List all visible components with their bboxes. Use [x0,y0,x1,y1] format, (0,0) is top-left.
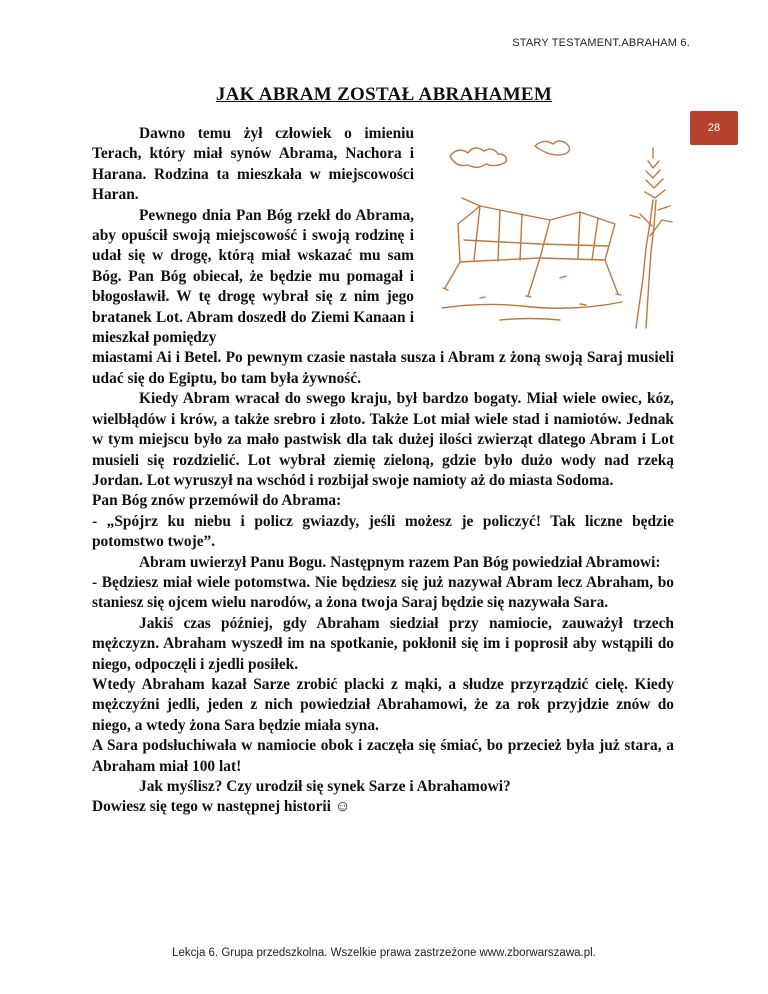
paragraph: Jak myślisz? Czy urodził się synek Sarze i Abrahamowi? [139,778,511,795]
story-text [92,124,674,818]
paragraph: miastami Ai i Betel. Po pewnym czasie nastała susza i Abram z żoną swoją Saraj musieli udać się do Egiptu, bo tam była żywność. [92,349,674,387]
paragraph-call: Pewnego dnia Pan Bóg rzekł do Abrama, aby opuścił swoją miejscowość i swoją rodzinę i udał się w drogę, którą miał wskazać mu sam Bóg. Pan Bóg obiecał, że będzie mu pomagał i błogosławił. W tę drogę wybrał się z nim jego bratanek Lot. Abram doszedł do Ziemi Kanaan i mieszkał pomiędzy [92,206,414,347]
paragraph: A Sara podsłuchiwała w namiocie obok i zaczęła się śmiać, bo przecież była już stara, a Abraham miał 100 lat! [92,737,674,775]
running-header: STARY TESTAMENT.ABRAHAM 6. [512,37,690,49]
paragraph-intro: Dawno temu żył człowiek o imieniu Terach, który miał synów Abrama, Nachora i Harana. Rodzina ta mieszkała w miejscowości Haran. [92,125,414,204]
paragraph: Kiedy Abram wracał do swego kraju, był bardzo bogaty. Miał wiele owiec, kóz, wielbłądów i krów, a także srebro i złoto. Także Lot miał wiele stad i namiotów. Jednak w tym miejscu było za mało pastwisk dla tak dużej ilości zwierząt dlatego Abram i Lot musieli się rozdzielić. Lot wybrał ziemię zieloną, gdzie było dużo wody nad rzeką Jordan. Lot wyruszył na wschód i rozbijał swoje namioty aż do miasta Sodoma. [92,390,674,489]
paragraph: - „Spójrz ku niebu i policz gwiazdy, jeśli możesz je policzyć! Tak liczne będzie potomstwo twoje”. [92,512,674,551]
page-title: JAK ABRAM ZOSTAŁ ABRAHAMEM [215,84,553,105]
paragraph-closing: Dowiesz się tego w następnej historii ☺ [92,798,351,816]
paragraph: Wtedy Abraham kazał Sarze zrobić placki z mąki, a słudze przyrządzić cielę. Kiedy mężczyźni jedli, jeden z nich powiedział Abrahamowi, że za rok przyjdzie znów do niego, a wtedy żona Sara będzie miała syna. [92,675,674,734]
page-footer: Lekcja 6. Grupa przedszkolna. Wszelkie prawa zastrzeżone www.zborwarszawa.pl. [172,947,596,959]
paragraph: - Będziesz miał wiele potomstwa. Nie będziesz się już nazywał Abram lecz Abraham, bo staniesz się ojcem wielu narodów, a żona twoja Saraj będzie się nazywała Sara. [92,573,674,612]
paragraph: Pan Bóg znów przemówił do Abrama: [92,492,342,510]
paragraph: Abram uwierzył Panu Bogu. Następnym razem Pan Bóg powiedział Abramowi: [139,553,661,571]
page-number: 28 [707,122,721,134]
paragraph: Jakiś czas później, gdy Abraham siedział przy namiocie, zauważył trzech mężczyzn. Abraham wyszedł im na spotkanie, pokłonił się im i poprosił aby wstąpili do niego, odpoczęli i zjedli posiłek. [92,614,674,673]
page-number-badge [690,111,738,145]
wrapped-text-block [92,124,414,348]
